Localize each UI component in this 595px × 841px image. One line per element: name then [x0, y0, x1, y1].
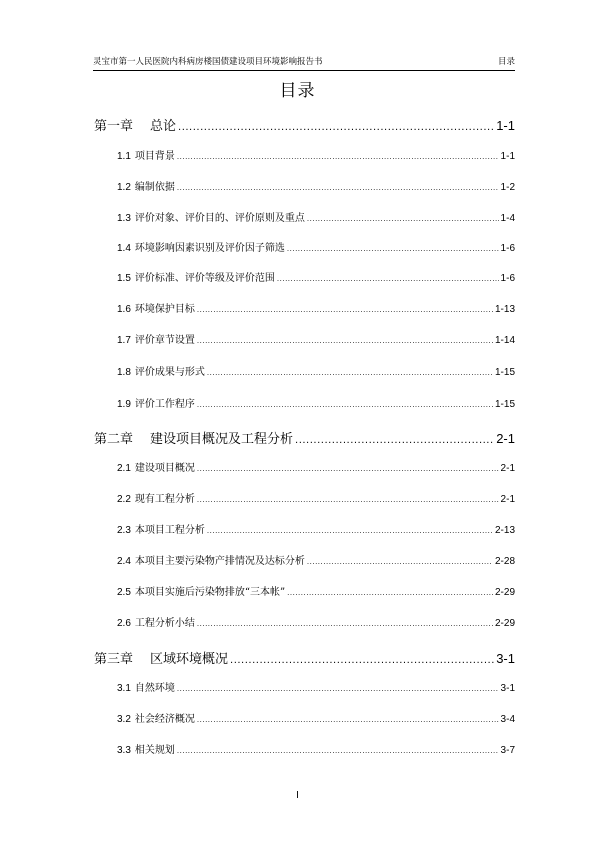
toc-entry-number: 2.3 [117, 525, 131, 536]
toc-section-entry[interactable] [117, 682, 515, 696]
toc-entry-title: 评价工作程序 [134, 399, 195, 410]
toc-entry-number: 2.2 [117, 494, 131, 505]
toc-entry-label [117, 682, 175, 696]
toc-entry-number: 2.5 [117, 587, 131, 598]
toc-dot-leader [207, 366, 493, 380]
toc-entry-title: 总论 [150, 119, 177, 134]
toc-section-entry[interactable] [117, 334, 515, 348]
toc-dot-leader [197, 398, 493, 412]
toc-page-number: 1-15 [494, 367, 515, 378]
toc-entry-title: 项目背景 [134, 151, 175, 162]
toc-dot-leader [177, 682, 499, 696]
toc-entry-title: 工程分析小结 [134, 618, 195, 629]
toc-entry-number: 3.3 [117, 745, 131, 756]
toc-page-number: 1-15 [494, 399, 515, 410]
toc-dot-leader [307, 212, 499, 226]
toc-section-entry[interactable] [117, 586, 515, 600]
header-document-title: 灵宝市第一人民医院内科病房楼国债建设项目环境影响报告书 [93, 57, 323, 67]
toc-section-entry[interactable] [117, 181, 515, 195]
toc-entry-title: 编制依据 [134, 182, 175, 193]
toc-entry-label [117, 181, 175, 195]
toc-dot-leader [177, 150, 499, 164]
toc-entry-number: 2.6 [117, 618, 131, 629]
toc-entry-title: 评价章节设置 [134, 335, 195, 346]
toc-entry-label [117, 744, 175, 758]
toc-entry-label [117, 150, 175, 164]
toc-page-number: 1-1 [496, 118, 515, 133]
toc-page-number: 1-2 [500, 182, 515, 193]
toc-chapter-entry[interactable] [94, 117, 515, 137]
toc-entry-label [94, 118, 176, 136]
toc-page-number: 2-28 [494, 556, 515, 567]
toc-page-number: 3-1 [496, 651, 515, 666]
toc-section-entry[interactable] [117, 713, 515, 727]
toc-entry-number: 第一章 [94, 119, 134, 134]
toc-entry-number: 3.2 [117, 714, 131, 725]
toc-entry-label [117, 462, 195, 476]
toc-section-entry[interactable] [117, 493, 515, 507]
toc-entry-label [117, 366, 205, 380]
toc-entry-label [117, 398, 195, 412]
toc-page-number: 3-1 [500, 683, 515, 694]
toc-dot-leader [197, 303, 493, 317]
toc-entry-label [117, 586, 285, 600]
toc-entry-label [117, 493, 195, 507]
toc-dot-leader [230, 652, 494, 670]
toc-page-number: 1-14 [494, 335, 515, 346]
toc-entry-title: 环境保护目标 [134, 304, 195, 315]
toc-dot-leader [307, 555, 493, 569]
toc-dot-leader [197, 462, 499, 476]
toc-entry-title: 环境影响因素识别及评价因子筛选 [134, 243, 285, 254]
toc-page-number: 3-7 [500, 745, 515, 756]
toc-section-entry[interactable] [117, 242, 515, 256]
toc-entry-number: 1.6 [117, 304, 131, 315]
toc-entry-title: 本项目实施后污染物排放“三本帐” [134, 587, 286, 598]
toc-dot-leader [295, 432, 494, 450]
toc-section-entry[interactable] [117, 744, 515, 758]
toc-entry-number: 第二章 [94, 432, 134, 447]
toc-dot-leader [197, 334, 493, 348]
toc-entry-number: 1.3 [117, 213, 131, 224]
toc-entry-title: 现有工程分析 [134, 494, 195, 505]
page-number: I [296, 790, 299, 801]
toc-entry-label [94, 431, 293, 449]
toc-entry-number: 第三章 [94, 652, 134, 667]
toc-entry-number: 1.8 [117, 367, 131, 378]
toc-entry-title: 相关规划 [134, 745, 175, 756]
toc-entry-number: 1.1 [117, 151, 131, 162]
toc-entry-title: 评价标准、评价等级及评价范围 [134, 273, 275, 284]
toc-entry-number: 3.1 [117, 683, 131, 694]
toc-section-entry[interactable] [117, 272, 515, 286]
toc-entry-title: 建设项目概况 [134, 463, 195, 474]
toc-page-number: 1-13 [494, 304, 515, 315]
toc-entry-label [94, 651, 228, 669]
toc-page-number: 2-29 [494, 587, 515, 598]
toc-section-entry[interactable] [117, 462, 515, 476]
toc-page-number: 2-13 [494, 525, 515, 536]
toc-page-number: 2-29 [494, 618, 515, 629]
toc-section-entry[interactable] [117, 555, 515, 569]
toc-page-number: 2-1 [500, 463, 515, 474]
toc-chapter-entry[interactable] [94, 650, 515, 670]
toc-entry-title: 评价成果与形式 [134, 367, 205, 378]
toc-entry-label [117, 617, 195, 631]
toc-entry-label [117, 303, 195, 317]
toc-dot-leader [197, 617, 493, 631]
toc-dot-leader [177, 181, 499, 195]
toc-page-number: 2-1 [500, 494, 515, 505]
header-section-name: 目录 [497, 57, 515, 67]
toc-entry-title: 评价对象、评价目的、评价原则及重点 [134, 213, 305, 224]
toc-section-entry[interactable] [117, 524, 515, 538]
toc-entry-number: 2.4 [117, 556, 131, 567]
toc-section-entry[interactable] [117, 212, 515, 226]
toc-page-number: 1-6 [500, 243, 515, 254]
toc-entry-title: 社会经济概况 [134, 714, 195, 725]
toc-entry-title: 自然环境 [134, 683, 175, 694]
toc-chapter-entry[interactable] [94, 430, 515, 450]
toc-entry-number: 1.9 [117, 399, 131, 410]
toc-entry-label [117, 524, 205, 538]
toc-entry-title: 建设项目概况及工程分析 [150, 432, 294, 447]
toc-entry-label [117, 212, 305, 226]
toc-section-entry[interactable] [117, 150, 515, 164]
toc-entry-title: 本项目主要污染物产排情况及达标分析 [134, 556, 305, 567]
toc-entry-number: 2.1 [117, 463, 131, 474]
toc-page-number: 3-4 [500, 714, 515, 725]
toc-dot-leader [197, 713, 499, 727]
toc-section-entry[interactable] [117, 398, 515, 412]
toc-entry-number: 1.2 [117, 182, 131, 193]
toc-entry-label [117, 713, 195, 727]
page-title: 目录 [279, 81, 316, 101]
toc-page-number: 1-4 [500, 213, 515, 224]
toc-entry-label [117, 334, 195, 348]
toc-dot-leader [207, 524, 493, 538]
toc-entry-title: 本项目工程分析 [134, 525, 205, 536]
toc-page-number: 2-1 [496, 431, 515, 446]
toc-entry-label [117, 242, 285, 256]
toc-entry-number: 1.5 [117, 273, 131, 284]
toc-dot-leader [197, 493, 499, 507]
toc-section-entry[interactable] [117, 366, 515, 380]
toc-dot-leader [287, 586, 493, 600]
toc-page-number: 1-6 [500, 273, 515, 284]
toc-entry-number: 1.7 [117, 335, 131, 346]
toc-entry-title: 区域环境概况 [150, 652, 229, 667]
toc-entry-label [117, 272, 275, 286]
toc-section-entry[interactable] [117, 303, 515, 317]
toc-entry-number: 1.4 [117, 243, 131, 254]
toc-dot-leader [287, 242, 499, 256]
toc-section-entry[interactable] [117, 617, 515, 631]
toc-entry-label [117, 555, 305, 569]
toc-dot-leader [277, 272, 499, 286]
toc-dot-leader [177, 744, 499, 758]
toc-dot-leader [178, 119, 494, 137]
toc-page-number: 1-1 [500, 151, 515, 162]
